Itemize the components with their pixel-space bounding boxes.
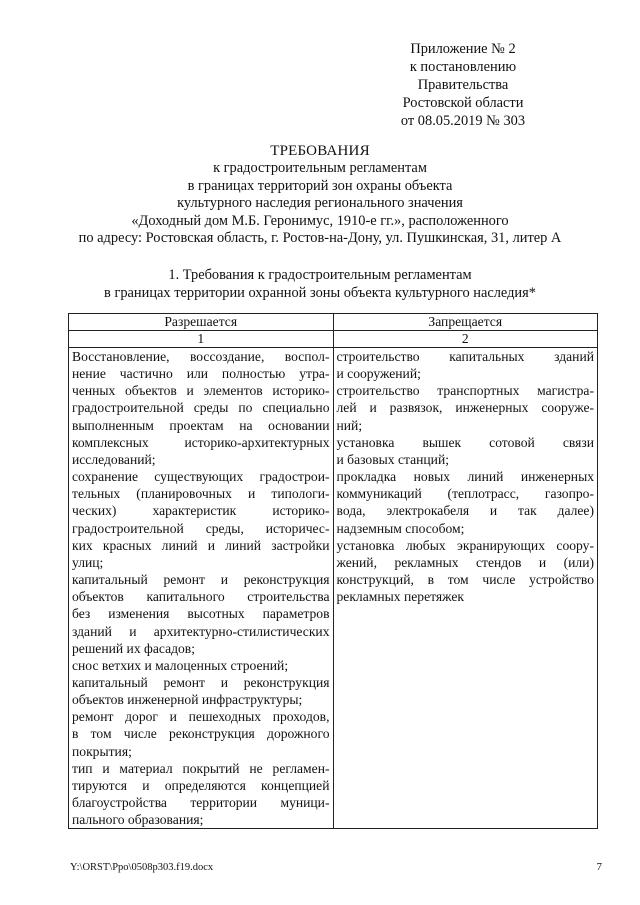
cell-line: исследований;: [72, 451, 156, 467]
section-heading: [30, 266, 610, 303]
appendix-line: Правительства: [417, 77, 509, 93]
prohibited-cell: [333, 348, 598, 829]
prohibited-text: [337, 348, 595, 605]
allowed-cell: [69, 348, 334, 829]
cell-line: зданий и архитектурно-стилистических: [72, 623, 330, 639]
requirements-table: [68, 313, 598, 829]
appendix-block: [363, 40, 563, 130]
cell-line: вода, электрокабеля и так далее): [336, 503, 594, 519]
cell-line: снос ветхих и малоценных строений;: [72, 657, 289, 673]
cell-line: и базовых станций;: [336, 451, 450, 467]
cell-line: установка вышек сотовой связи: [336, 434, 594, 450]
cell-line: объектов инженерной инфраструктуры;: [72, 692, 303, 708]
appendix-line: Приложение № 2: [410, 41, 516, 57]
cell-line: ремонт дорог и пешеходных проходов,: [72, 709, 330, 725]
cell-line: покрытия;: [72, 743, 132, 759]
cell-line: градостроительной среды по специально: [72, 400, 330, 416]
title-line: по адресу: Ростовская область, г. Ростов-на-Дону, ул. Пушкинская, 31, литер А: [78, 230, 562, 247]
table-row: [69, 348, 598, 829]
cell-line: без изменения высотных параметров: [72, 606, 330, 622]
cell-line: коммуникаций (теплотрасс, газопро-: [336, 486, 594, 502]
cell-line: ний;: [336, 417, 363, 433]
cell-line: пального образования;: [72, 812, 204, 828]
cell-line: лей и развязок, инженерных сооруже-: [336, 400, 594, 416]
cell-line: сохранение существующих градострои-: [72, 469, 330, 485]
section-heading-line: в границах территории охранной зоны объекта культурного наследия*: [104, 285, 536, 302]
cell-line: строительство капитальных зданий: [336, 349, 594, 364]
cell-line: нение частично или полностью утра-: [72, 366, 330, 382]
table-header-row: [69, 314, 598, 331]
allowed-text: [72, 348, 330, 828]
cell-line: Восстановление, воссоздание, воспол-: [72, 349, 330, 364]
cell-line: установка любых экранирующих соору-: [336, 537, 594, 553]
title-main: ТРЕБОВАНИЯ: [270, 143, 370, 159]
cell-line: тельных (планировочных и типологи-: [72, 486, 330, 502]
document-title: [30, 143, 610, 247]
cell-line: выполненным проектам на основании: [72, 417, 330, 433]
cell-line: и сооружений;: [336, 366, 421, 382]
cell-line: улиц;: [72, 554, 104, 570]
cell-line: объектов капитального строительства: [72, 589, 330, 605]
cell-line: тип и материал покрытий не регламен-: [72, 760, 330, 776]
appendix-line: к постановлению: [409, 59, 517, 75]
page-number: 7: [596, 861, 602, 873]
column-number-2: 2: [333, 331, 598, 348]
appendix-line: Ростовской области: [402, 95, 524, 111]
footer-file-path: Y:\ORST\Ppo\0508p303.f19.docx: [70, 862, 214, 873]
cell-line: рекламных перетяжек: [336, 589, 464, 605]
header-allowed: Разрешается: [69, 314, 334, 331]
section-heading-line: 1. Требования к градостроительным регламентам: [168, 267, 472, 283]
cell-line: прокладка новых линий инженерных: [336, 469, 594, 485]
appendix-line: от 08.05.2019 № 303: [400, 113, 526, 129]
cell-line: надземным способом;: [336, 520, 465, 536]
cell-line: капитальный ремонт и реконструкция: [72, 572, 330, 588]
cell-line: благоустройства территории муници-: [72, 795, 330, 811]
cell-line: тируются и определяются концепцией: [72, 777, 330, 793]
title-line: в границах территорий зон охраны объекта: [187, 177, 453, 194]
title-line: к градостроительным регламентам: [213, 160, 427, 177]
cell-line: решений их фасадов;: [72, 640, 196, 656]
cell-line: ческих) характеристик историко-: [72, 503, 330, 519]
cell-line: жений, рекламных стендов и (или): [336, 554, 594, 570]
cell-line: градостроительной среды, историчес-: [72, 520, 330, 536]
cell-line: комплексных историко-архитектурных: [72, 434, 330, 450]
cell-line: капитальный ремонт и реконструкция: [72, 674, 330, 690]
cell-line: строительство транспортных магистра-: [336, 383, 594, 399]
cell-line: ких красных линий и линий застройки: [72, 537, 330, 553]
cell-line: конструкций, в том числе устройство: [336, 572, 594, 588]
cell-line: ченных объектов и элементов историко-: [72, 383, 330, 399]
title-line: культурного наследия регионального значения: [177, 195, 463, 212]
title-line: «Доходный дом М.Б. Геронимус, 1910-е гг.», расположенного: [131, 212, 509, 229]
cell-line: в том числе реконструкция дорожного: [72, 726, 330, 742]
column-number-1: 1: [69, 331, 334, 348]
table-number-row: [69, 331, 598, 348]
header-prohibited: Запрещается: [333, 314, 598, 331]
